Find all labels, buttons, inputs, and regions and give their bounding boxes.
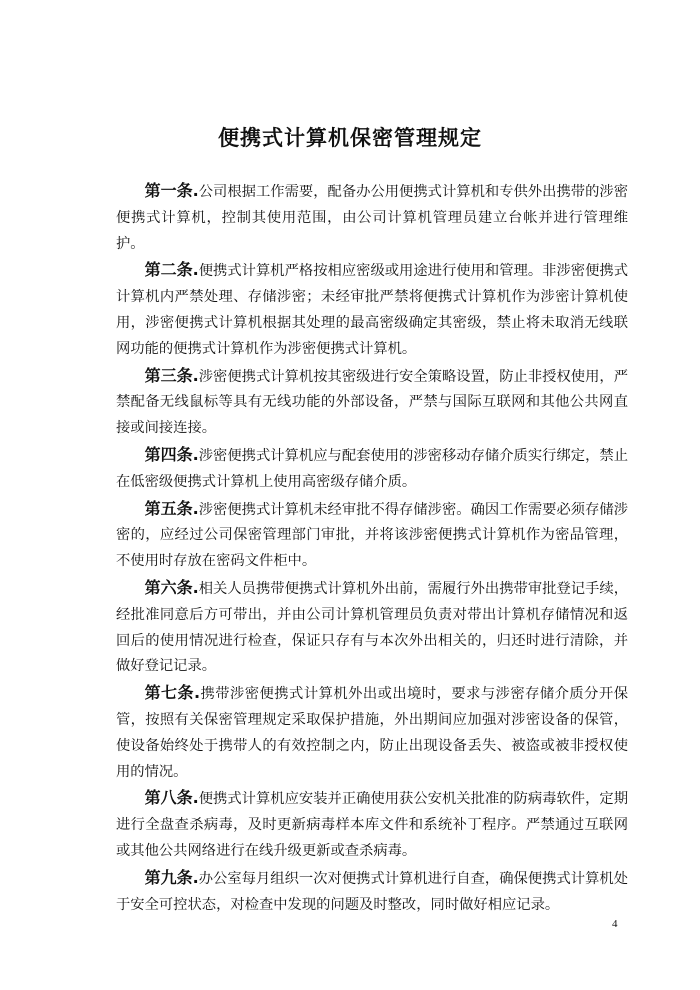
article-label: 第九条. <box>144 867 199 887</box>
page-number: 4 <box>612 918 618 930</box>
article-text: 相关人员携带便携式计算机外出前，需履行外出携带审批登记手续，经批准同意后方可带出，并由公司计算机管理员负责对带出计算机存储情况和返回后的使用情况进行检查，保证只存有与本次外出相关的，归还时进行清除，并做好登记记录。 <box>116 580 628 675</box>
article-label: 第三条. <box>144 365 199 385</box>
article-text: 涉密便携式计算机按其密级进行安全策略设置，防止非授权使用，严禁配备无线鼠标等具有无线功能的外部设备，严禁与国际互联网和其他公共网直接或间接连接。 <box>116 368 628 437</box>
article-9 <box>116 865 628 919</box>
article-text: 公司根据工作需要，配备办公用便携式计算机和专供外出携带的涉密便携式计算机，控制其使用范围，由公司计算机管理员建立台帐并进行管理维护。 <box>116 184 628 252</box>
article-3 <box>116 363 628 442</box>
document-body <box>116 178 628 918</box>
article-2 <box>116 257 628 362</box>
article-text: 涉密便携式计算机应与配套使用的涉密移动存储介质实行绑定，禁止在低密级便携式计算机上使用高密级存储介质。 <box>116 447 628 490</box>
article-text: 便携式计算机应安装并正确使用获公安机关批准的防病毒软件，定期进行全盘查杀病毒，及时更新病毒样本库文件和系统补丁程序。严禁通过互联网或其他公共网络进行在线升级更新或查杀病毒。 <box>116 791 628 859</box>
article-label: 第一条. <box>144 181 199 200</box>
article-8 <box>116 785 628 864</box>
article-7 <box>116 680 628 785</box>
article-5 <box>116 496 628 575</box>
article-label: 第五条. <box>144 498 199 518</box>
document-title: 便携式计算机保密管理规定 <box>218 126 482 150</box>
article-label: 第二条. <box>144 260 199 280</box>
article-6 <box>116 575 628 680</box>
article-text: 携带涉密便携式计算机外出或出境时，要求与涉密存储介质分开保管，按照有关保密管理规定采取保护措施，外出期间应加强对涉密设备的保管，使设备始终处于携带人的有效控制之内，防止出现设备丢失、被盗或被非授权使用的情况。 <box>116 686 628 780</box>
article-text: 便携式计算机严格按相应密级或用途进行使用和管理。非涉密便携式计算机内严禁处理、存储涉密；未经审批严禁将便携式计算机作为涉密计算机使用，涉密便携式计算机根据其处理的最高密级确定其密级，禁止将未取消无线联网功能的便携式计算机作为涉密便携式计算机。 <box>116 263 628 357</box>
article-text: 涉密便携式计算机未经审批不得存储涉密。确因工作需要必须存储涉密的，应经过公司保密管理部门审批，并将该涉密便携式计算机作为密品管理，不使用时存放在密码文件柜中。 <box>116 501 628 570</box>
article-1 <box>116 178 628 257</box>
article-label: 第四条. <box>144 444 199 464</box>
article-4 <box>116 442 628 496</box>
article-label: 第七条. <box>144 683 201 703</box>
article-label: 第六条. <box>144 577 199 597</box>
article-text: 办公室每月组织一次对便携式计算机进行自查，确保便携式计算机处于安全可控状态，对检查中发现的问题及时整改，同时做好相应记录。 <box>116 870 628 913</box>
article-label: 第八条. <box>144 788 199 808</box>
